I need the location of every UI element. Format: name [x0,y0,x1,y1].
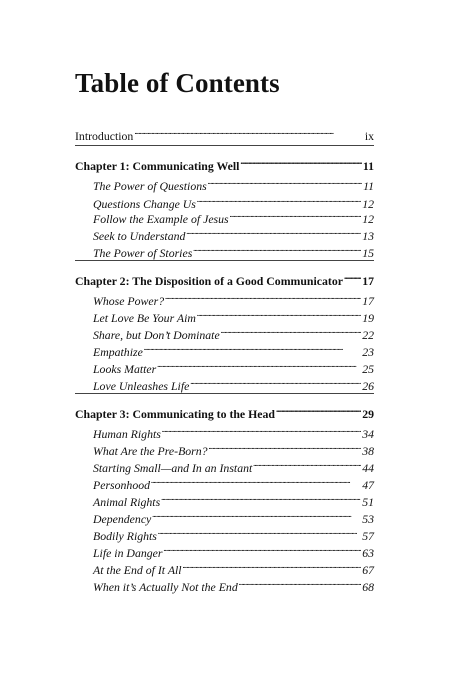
toc-entry-row[interactable] [93,471,374,492]
section-divider [75,260,374,261]
toc-entry-label: Dependency [93,512,152,526]
toc-page-number: 17 [362,274,374,288]
toc-entry-row[interactable] [93,488,374,509]
toc-entry-label: Follow the Example of Jesus [93,212,229,226]
dot-leader [152,505,361,523]
toc-entry-row[interactable] [93,205,374,226]
toc-page-number: 15 [362,246,374,260]
toc-entry-row[interactable] [93,556,374,577]
toc-page-number: 51 [362,495,374,509]
toc-page-number: 13 [362,229,374,243]
toc-page-number: 57 [362,529,374,543]
toc-entry-row[interactable] [93,505,374,526]
toc-entry-row[interactable] [93,420,374,441]
toc-chapter-row[interactable] [75,400,374,421]
toc-entry-label: Looks Matter [93,362,157,376]
toc-entry-row[interactable] [93,222,374,243]
toc-entry-label: Personhood [93,478,151,492]
toc-page-number: 53 [362,512,374,526]
toc-page-number: 11 [363,179,374,193]
toc-page-number: 26 [362,379,374,393]
dot-leader [186,222,361,240]
page-title: Table of Contents [75,68,280,98]
dot-leader [161,488,361,506]
toc-page-number: 47 [362,478,374,492]
toc-page-number: 63 [362,546,374,560]
dot-leader [165,287,361,305]
toc-entry-label: The Power of Stories [93,246,193,260]
toc-entry-row[interactable] [93,172,374,193]
dot-leader [230,205,362,223]
toc-page-number: 38 [362,444,374,458]
toc-entry-label: The Power of Questions [93,179,207,193]
toc-page-number: 23 [362,345,374,359]
dot-leader [193,239,361,257]
toc-page-number: ix [364,129,374,143]
toc-entry-row[interactable] [93,573,374,594]
toc-entry-label: Animal Rights [93,495,161,509]
chapter-label: Chapter 1: Communicating Well [75,159,240,173]
toc-page-number: 19 [362,311,374,325]
toc-entry-label: At the End of It All [93,563,182,577]
toc-page-number: 12 [362,197,374,211]
toc-entry-label: What Are the Pre-Born? [93,444,208,458]
toc-entry-label: Love Unleashes Life [93,379,190,393]
toc-entry-label: Let Love Be Your Aim [93,311,196,325]
chapter-label: Chapter 2: The Disposition of a Good Communicator [75,274,343,288]
dot-leader [209,437,362,455]
dot-leader [208,172,362,190]
dot-leader [157,355,361,373]
dot-leader [240,152,361,170]
dot-leader [162,420,361,438]
toc-intro-row[interactable] [75,122,374,143]
toc-entry-label: Bodily Rights [93,529,157,543]
toc-entry-row[interactable] [93,454,374,475]
toc-page-number: 44 [362,461,374,475]
dot-leader [221,321,362,339]
toc-page-number: 11 [362,159,374,173]
toc-page-number: 29 [362,407,374,421]
toc-page-number: 25 [362,362,374,376]
dot-leader [151,471,361,489]
toc-page-number: 34 [362,427,374,441]
dot-leader [239,573,361,591]
toc-entry-row[interactable] [93,304,374,325]
toc-entry-label: Questions Change Us [93,197,196,211]
toc-chapter-row[interactable] [75,267,374,288]
chapter-label: Chapter 3: Communicating to the Head [75,407,275,421]
toc-entry-label: Whose Power? [93,294,165,308]
dot-leader [144,338,361,356]
toc-entry-label: Life in Danger [93,546,163,560]
dot-leader [134,122,363,140]
toc-page-number: 12 [362,212,374,226]
toc-entry-row[interactable] [93,321,374,342]
toc-entry-label: Seek to Understand [93,229,186,243]
dot-leader [190,372,361,390]
toc-entry-row[interactable] [93,522,374,543]
toc-entry-label: Human Rights [93,427,161,441]
toc-page-number: 22 [362,328,374,342]
section-divider [75,145,374,146]
dot-leader [344,267,361,285]
toc-entry-label: Share, but Don’t Dominate [93,328,220,342]
toc-entry-row[interactable] [93,338,374,359]
dot-leader [183,556,362,574]
toc-chapter-row[interactable] [75,152,374,173]
section-divider [75,393,374,394]
toc-entry-row[interactable] [93,287,374,308]
toc-entry-label: Starting Small—and In an Instant [93,461,253,475]
toc-page-number: 67 [362,563,374,577]
toc-entry-label: When it’s Actually Not the End [93,580,238,594]
toc-entry-row[interactable] [93,539,374,560]
toc-entry-row[interactable] [93,355,374,376]
toc-page-number: 17 [362,294,374,308]
dot-leader [253,454,361,472]
toc-entry-label: Introduction [75,129,134,143]
toc-entry-row[interactable] [93,372,374,393]
dot-leader [276,400,361,418]
toc-page-number: 68 [362,580,374,594]
toc-entry-row[interactable] [93,239,374,260]
toc-entry-row[interactable] [93,437,374,458]
dot-leader [158,522,361,540]
toc-entry-label: Empathize [93,345,143,359]
dot-leader [197,304,361,322]
dot-leader [163,539,361,557]
